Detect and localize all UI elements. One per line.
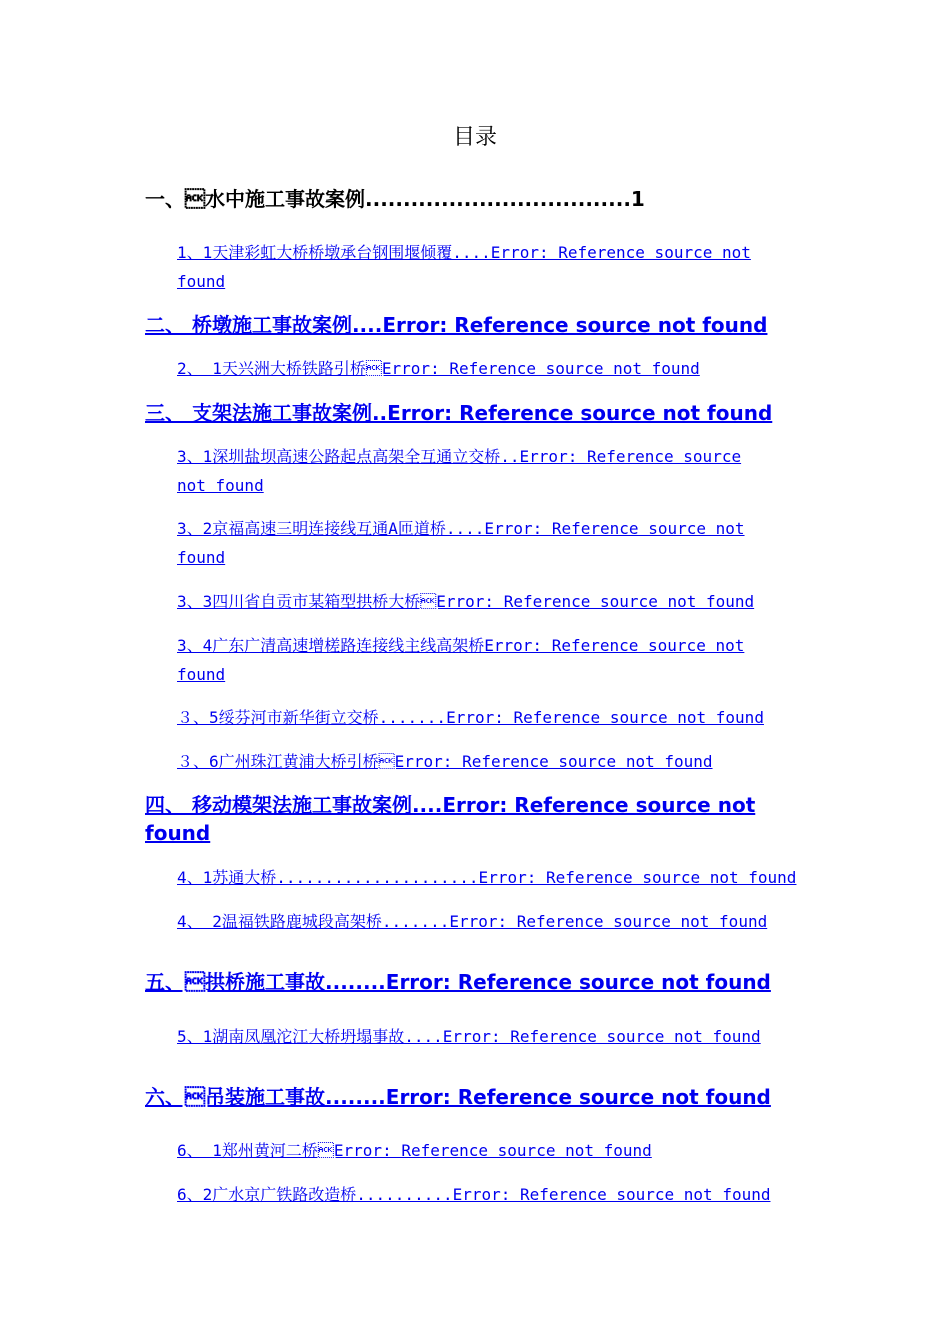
toc-entry-line: 4、 2温福铁路鹿城段高架桥.......Error: Reference source not found: [177, 912, 768, 931]
toc-entry-6-1[interactable]: [177, 1136, 806, 1165]
toc-entry-line-2: found: [177, 272, 226, 291]
toc-entry-line: 1、1天津彩虹大桥桥墩承台钢围堰倾覆....Error: Reference source not: [177, 243, 751, 262]
toc-entry-3-2[interactable]: [177, 514, 806, 572]
toc-entry-line-2: found: [177, 548, 226, 567]
toc-entry-3-1[interactable]: [177, 442, 806, 500]
toc-entry-3-4[interactable]: [177, 631, 806, 689]
toc-entry-line-2: found: [177, 665, 226, 684]
toc-entry-line: 五、拱桥施工事故........Error: Reference source not found: [145, 970, 771, 994]
toc-entry-line: ３、5绥芬河市新华街立交桥.......Error: Reference source not found: [177, 708, 764, 727]
toc-entry-4[interactable]: [145, 791, 806, 847]
toc-entry-line: 三、 支架法施工事故案例..Error: Reference source not found: [145, 401, 773, 425]
toc-entry-5[interactable]: [145, 968, 806, 996]
toc-entry-line-2: found: [145, 821, 211, 845]
toc-entry-5-1[interactable]: [177, 1022, 806, 1051]
page-title: 目录: [452, 125, 497, 150]
toc-entry-6[interactable]: [145, 1083, 806, 1111]
toc-entry-2[interactable]: [145, 311, 806, 339]
toc-entry-1[interactable]: [145, 185, 806, 213]
toc-entry-line: 4、1苏通大桥.....................Error: Reference source not found: [177, 868, 797, 887]
toc-entry-3[interactable]: [145, 399, 806, 427]
toc-entry-3-5[interactable]: [177, 703, 806, 732]
toc-entry-line-2: not found: [177, 476, 264, 495]
toc-entry-3-6[interactable]: [177, 747, 806, 776]
toc-entry-4-1[interactable]: [177, 863, 806, 892]
toc-entry-6-2[interactable]: [177, 1180, 806, 1209]
toc-entry-line: 3、1深圳盐坝高速公路起点高架全互通立交桥..Error: Reference source: [177, 447, 742, 466]
toc-entry-line: 6、 1郑州黄河二桥Error: Reference source not found: [177, 1141, 652, 1160]
toc-entry-1-1[interactable]: [177, 238, 806, 296]
toc-entry-line: 六、吊装施工事故........Error: Reference source not found: [145, 1085, 771, 1109]
toc-entry-line: 3、2京福高速三明连接线互通A匝道桥....Error: Reference source not: [177, 519, 745, 538]
toc-entry-line: 5、1湖南凤凰沱江大桥坍塌事故....Error: Reference source not found: [177, 1027, 761, 1046]
toc-entry-4-2[interactable]: [177, 907, 806, 936]
toc-entry-1-line: 一、水中施工事故案例...................................1: [145, 187, 645, 211]
toc-entry-line: 6、2广水京广铁路改造桥..........Error: Reference source not found: [177, 1185, 771, 1204]
toc-entry-2-1[interactable]: [177, 354, 806, 383]
toc-entry-line: 2、 1天兴洲大桥铁路引桥Error: Reference source not found: [177, 359, 700, 378]
toc-entry-line: ３、6广州珠江黄浦大桥引桥Error: Reference source not found: [177, 752, 713, 771]
toc-entry-3-3[interactable]: [177, 587, 806, 616]
toc-entry-line: 3、4广东广清高速增槎路连接线主线高架桥Error: Reference source not: [177, 636, 745, 655]
toc-entry-line: 四、 移动模架法施工事故案例....Error: Reference source not: [145, 793, 756, 817]
toc-entry-line: 3、3四川省自贡市某箱型拱桥大桥Error: Reference source not found: [177, 592, 755, 611]
toc-entry-line: 二、 桥墩施工事故案例....Error: Reference source not found: [145, 313, 768, 337]
